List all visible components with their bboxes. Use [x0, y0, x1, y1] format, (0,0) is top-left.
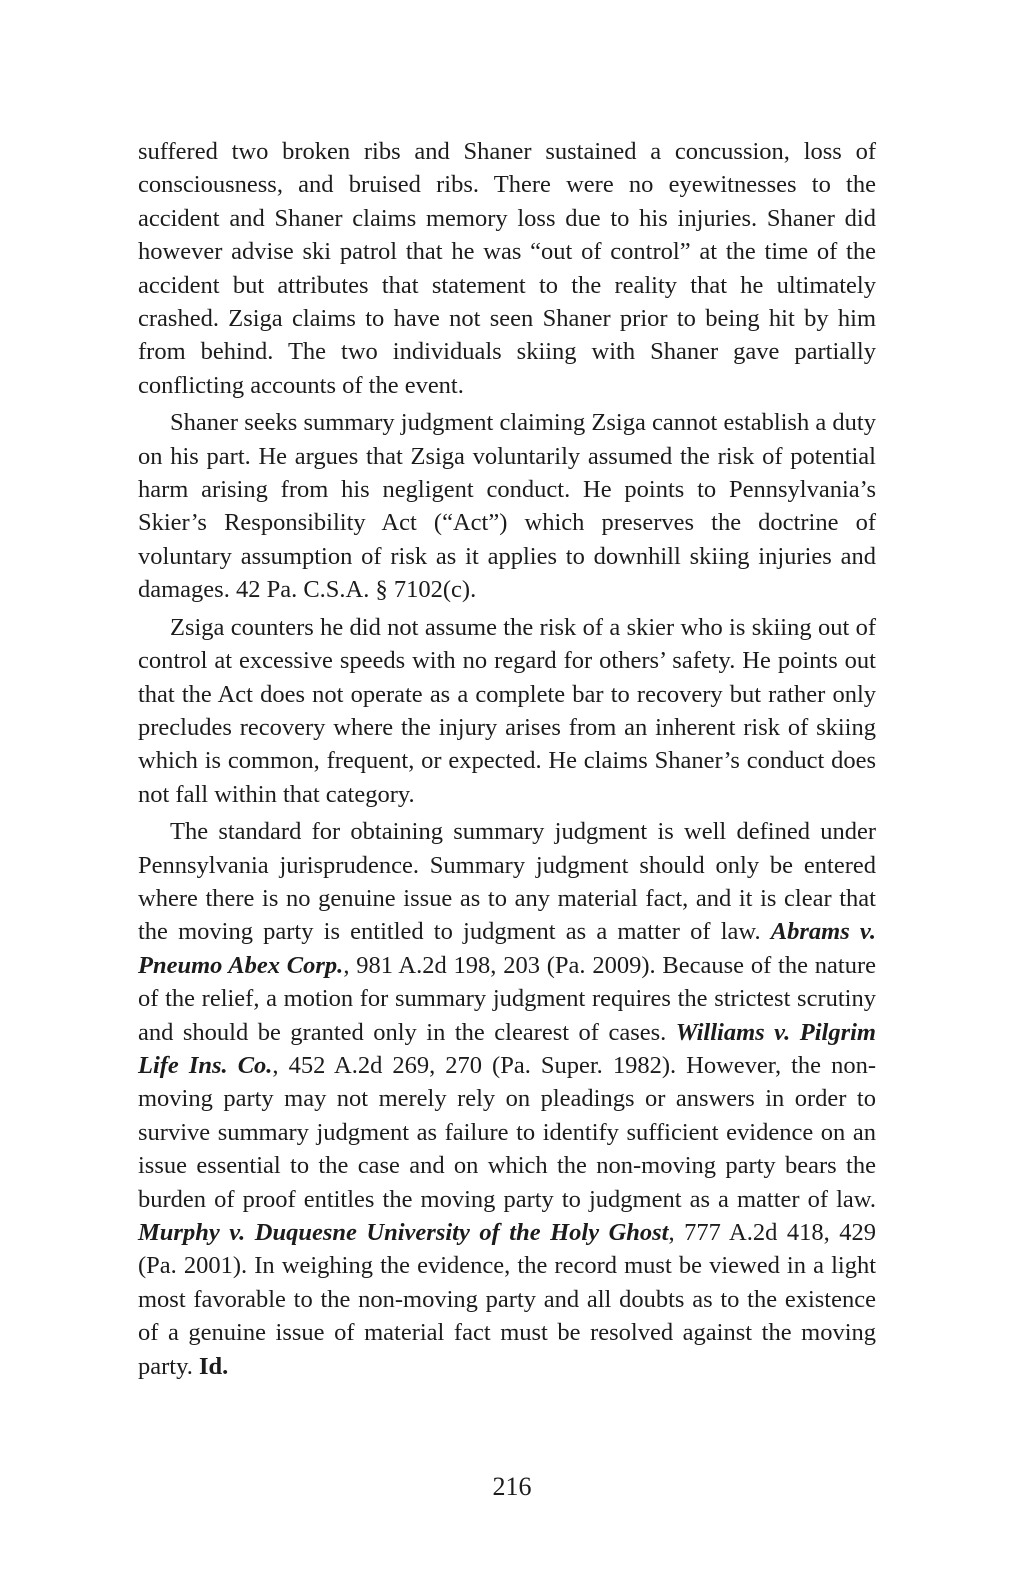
- case-citation-williams: Williams v. Pilgrim Life Ins. Co.: [138, 1018, 876, 1079]
- case-citation-abrams: Abrams v. Pneumo Abex Corp.: [138, 918, 876, 979]
- paragraph-summary-judgment-motion: Shaner seeks summary judgment claiming Zsiga cannot establish a duty on his part. He argues that Zsiga voluntarily assumed the risk of potential harm arising from his negligent conduct. He points to Pennsylvania’s Skier’s Responsibility Act (“Act”) which preserves the doctrine of voluntary assumption of risk as it applies to downhill skiing injuries and damages. 42 Pa. C.S.A. § 7102(c).: [138, 409, 876, 604]
- paragraph-accident-facts: suffered two broken ribs and Shaner sustained a concussion, loss of consciousness, and bruised ribs. There were no eyewitnesses to the accident and Shaner claims memory loss due to his injuries. Shaner did however advise ski patrol that he was “out of control” at the time of the accident but attributes that statement to the reality that he ultimately crashed. Zsiga claims to have not seen Shaner prior to being hit by him from behind. The two individuals skiing with Shaner gave partially conflicting accounts of the event.: [138, 138, 876, 399]
- paragraph-zsiga-counter: Zsiga counters he did not assume the risk of a skier who is skiing out of control at excessive speeds with no regard for others’ safety. He points out that the Act does not operate as a complete bar to recovery but rather only precludes recovery where the injury arises from an inherent risk of skiing which is common, frequent, or expected. He claims Shaner’s conduct does not fall within that category.: [138, 613, 876, 808]
- text-segment: , 981 A.2d 198, 203 (Pa. 2009). Because of the nature of the relief, a motion for summary judgment requires the strictest scrutiny and should be granted only in the clearest of cases.: [138, 951, 876, 1046]
- text-segment: , 777 A.2d 418, 429 (Pa. 2001). In weighing the evidence, the record must be viewed in a light most favorable to the non-moving party and all doubts as to the existence of a genuine issue of material fact must be resolved against the moving party.: [138, 1219, 877, 1380]
- paragraph-legal-standard: [138, 815, 876, 1383]
- text-segment: The standard for obtaining summary judgment is well defined under Pennsylvania jurisprudence. Summary judgment should only be entered where there is no genuine issue as to any material fact, and it is clear that the moving party is entitled to judgment as a matter of law.: [138, 818, 876, 946]
- page-number: 216: [492, 1472, 532, 1501]
- text-segment: , 452 A.2d 269, 270 (Pa. Super. 1982). However, the non-moving party may not merely rely on pleadings or answers in order to survive summary judgment as failure to identify sufficient evidence on an issue essential to the case and on which the non-moving party bears the burden of proof entitles the moving party to judgment as a matter of law.: [138, 1051, 877, 1213]
- document-body: [138, 135, 876, 1387]
- case-citation-murphy: Murphy v. Duquesne University of the Holy Ghost: [138, 1219, 669, 1246]
- id-citation: Id.: [199, 1352, 229, 1380]
